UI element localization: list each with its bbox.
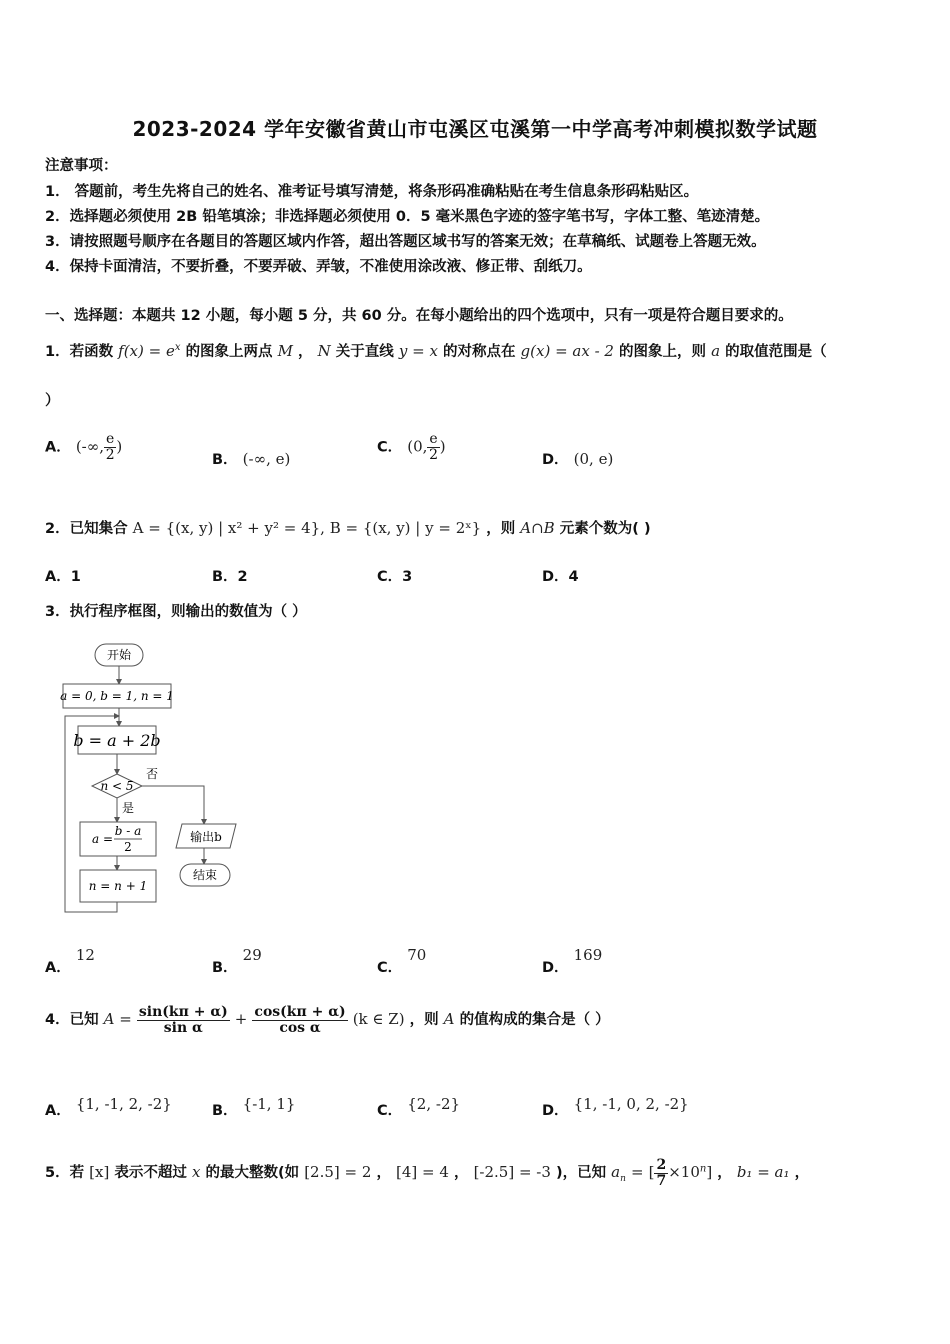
option-value: (0, e) — [573, 450, 614, 468]
q2-option-c[interactable]: C．3 — [377, 569, 413, 585]
option-label: A． — [45, 439, 71, 456]
q2-sets: A = {(x, y) | x² + y² = 4}, B = {(x, y) | y = 2ˣ} — [132, 519, 482, 537]
q1-math-f: $f(x) = e^x$ — [118, 342, 181, 360]
q4-option-b[interactable]: B． {-1, 1} — [212, 1095, 296, 1119]
q2-option-d[interactable]: D．4 — [542, 569, 579, 585]
flowchart — [58, 636, 248, 916]
flow-calc-label: b = a + 2b — [73, 731, 161, 750]
q1-math-line: y = x — [398, 342, 438, 360]
q4-option-a[interactable]: A． {1, -1, 2, -2} — [45, 1095, 172, 1119]
q1-math-n: N — [317, 342, 331, 360]
notice-heading: 注意事项： — [45, 158, 118, 174]
question-5: 5．若 [x] 表示不超过 x 的最大整数(如 [2.5] = 2 ， [4] = 4 ， [-2.5] = -3 )，已知 $a_n$ = [ $\frac{2}{7}$ $\times 10^n$] ， b₁ = a₁ ， — [45, 1157, 810, 1189]
option-label: B． — [212, 452, 238, 468]
q1-text-5: 的对称点在 — [442, 344, 516, 360]
q1-option-d[interactable] — [542, 448, 613, 469]
q1-text-7: 的取值范围是（ — [725, 344, 827, 360]
option-label: C． — [377, 439, 403, 456]
q4-option-d[interactable]: D． {1, -1, 0, 2, -2} — [542, 1095, 689, 1119]
question-2: 2．已知集合 A = {(x, y) | x² + y² = 4}, B = {(x, y) | y = 2ˣ} ，则 A∩B 元素个数为( ) — [45, 519, 651, 537]
flow-update-a-num: b - a — [114, 824, 142, 838]
section-heading: 一、选择题：本题共 12 小题，每小题 5 分，共 60 分。在每小题给出的四个选项中，只有一项是符合题目要求的。 — [45, 308, 793, 324]
q4-frac-sin: $\frac{\sin(k\pi + \alpha)}{\text{sin α}}$ — [138, 1004, 228, 1036]
q3-option-b[interactable]: B． 29 — [212, 946, 262, 976]
q1-close-paren: ） — [45, 393, 60, 409]
notice-item-4: 4．保持卡面清洁，不要折叠，不要弄破、弄皱，不准使用涂改液、修正带、刮纸刀。 — [45, 259, 592, 275]
flow-end-label: 结束 — [192, 868, 218, 882]
question-3: 3．执行程序框图，则输出的数值为（ ） — [45, 604, 307, 620]
q1-option-c[interactable]: C． (0, $\frac{e}{2}$ ) — [377, 431, 446, 463]
flow-cond-label: n < 5 — [100, 779, 134, 793]
q3-option-a[interactable]: A． 12 — [45, 946, 95, 976]
q4-frac-cos: $\frac{\cos(k\pi + \alpha)}{\text{cos α}}$ — [254, 1004, 346, 1036]
flowchart-svg — [58, 636, 248, 916]
q2-option-a[interactable]: A．1 — [45, 569, 81, 585]
q1-math-a: a — [711, 342, 721, 360]
flow-output-label: 输出b — [190, 830, 222, 844]
flow-update-a-label: a = — [92, 832, 114, 846]
option-label: D． — [542, 452, 569, 468]
flow-init-label: a = 0, b = 1, n = 1 — [60, 689, 174, 703]
q1-math-m: M — [277, 342, 293, 360]
q1-math-g: g(x) = ax - 2 — [520, 342, 614, 360]
flow-start-label: 开始 — [106, 648, 132, 662]
page-title: 2023-2024 学年安徽省黄山市屯溪区屯溪第一中学高考冲刺模拟数学试题 — [132, 117, 818, 141]
notice-item-3: 3．请按照题号顺序在各题目的答题区域内作答，超出答题区域书写的答案无效；在草稿纸、试题卷上答题无效。 — [45, 234, 766, 250]
flow-update-a-den: 2 — [124, 840, 132, 854]
question-1 — [45, 340, 827, 361]
q2-option-b[interactable]: B．2 — [212, 569, 248, 585]
q5-frac: $\frac{2}{7}$ — [656, 1157, 667, 1189]
q1-text-4: 关于直线 — [335, 344, 394, 360]
q1-text-6: 的图象上，则 — [619, 344, 707, 360]
notice-item-2: 2．选择题必须使用 2B 铅笔填涂；非选择题必须使用 0．5 毫米黑色字迹的签字笔书写，字体工整、笔迹清楚。 — [45, 209, 770, 225]
notice-item-1: 1． 答题前，考生先将自己的姓名、准考证号填写清楚，将条形码准确粘贴在考生信息条形码粘贴区。 — [45, 184, 699, 200]
flow-update-n-label: n = n + 1 — [88, 879, 148, 893]
flow-yes-label: 是 — [122, 801, 135, 815]
q1-text-3: ， — [298, 344, 313, 360]
q5-sequence-a: $a_n$ — [611, 1163, 626, 1185]
flow-no-label: 否 — [146, 767, 159, 781]
q1-text-1: 1．若函数 — [45, 344, 114, 360]
q1-option-a[interactable]: A． (-∞, $\frac{e}{2}$ ) — [45, 431, 123, 463]
q3-option-d[interactable]: D． 169 — [542, 946, 603, 976]
question-4: 4．已知 A = $\frac{\sin(k\pi + \alpha)}{\text{sin α}}$ + $\frac{\cos(k\pi + \alpha)}{\text{cos α}}$ (k ∈ Z) ，则 A 的值构成的集合是（ ） — [45, 1004, 610, 1036]
q4-option-c[interactable]: C． {2, -2} — [377, 1095, 461, 1119]
option-value: (-∞, e) — [242, 450, 291, 468]
q3-option-c[interactable]: C． 70 — [377, 946, 427, 976]
q1-option-b[interactable] — [212, 448, 290, 469]
q1-text-2: 的图象上两点 — [185, 344, 273, 360]
